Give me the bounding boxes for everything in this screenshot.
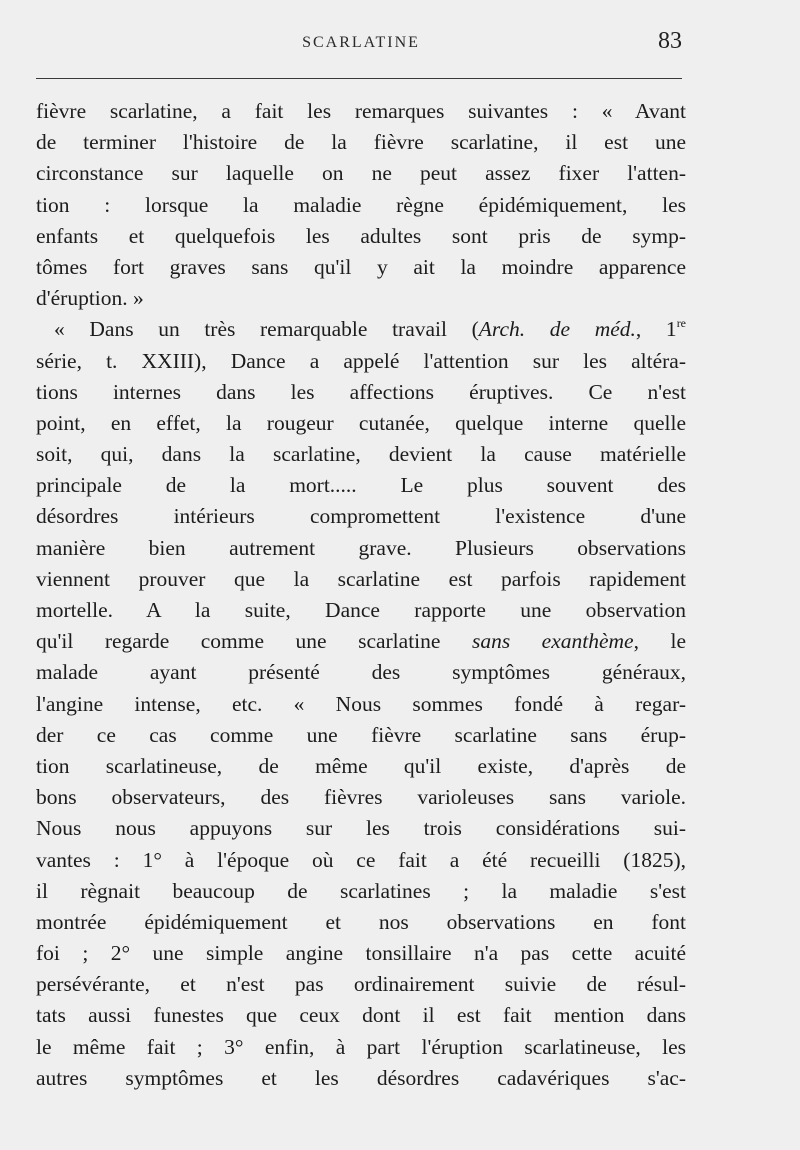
text-segment: il règnait beaucoup de scarlatines ; la maladie s'est <box>36 878 686 903</box>
text-segment: manière bien autrement grave. Plusieurs observations <box>36 535 686 560</box>
text-line <box>36 314 686 345</box>
text-segment: montrée épidémiquement et nos observations en font <box>36 909 686 934</box>
text-line <box>36 439 686 470</box>
superscript: re <box>676 316 686 331</box>
text-line-content <box>36 1000 686 1031</box>
text-line-content <box>36 595 686 626</box>
text-line <box>36 252 686 283</box>
text-line <box>36 907 686 938</box>
text-segment: principale de la mort..... Le plus souvent des <box>36 473 686 498</box>
text-segment: d'éruption. » <box>36 286 144 311</box>
text-line-content <box>36 439 686 470</box>
text-segment: viennent prouver que la scarlatine est parfois rapidement <box>36 566 686 591</box>
text-line-content <box>36 408 686 439</box>
text-line <box>36 626 686 657</box>
header-rule <box>36 78 682 79</box>
text-segment: circonstance sur laquelle on ne peut assez fixer l'atten- <box>36 161 686 186</box>
text-line-content <box>36 1032 686 1063</box>
text-segment: tion scarlatineuse, de même qu'il existe, d'après de <box>36 753 686 778</box>
text-segment: , 1 <box>635 317 677 342</box>
text-segment: bons observateurs, des fièvres varioleuses sans variole. <box>36 785 686 810</box>
text-line <box>36 938 686 969</box>
text-line <box>36 377 686 408</box>
text-line <box>36 190 686 221</box>
text-line-content <box>36 845 686 876</box>
text-segment: l'angine intense, etc. « Nous sommes fondé à regar- <box>36 691 686 716</box>
text-line <box>36 969 686 1000</box>
text-segment: foi ; 2° une simple angine tonsillaire n'a pas cette acuité <box>36 941 686 966</box>
text-line <box>36 1000 686 1031</box>
text-line-content <box>36 969 686 1000</box>
text-line-content <box>36 938 686 969</box>
text-line-content <box>36 720 686 751</box>
text-line-content <box>36 190 686 221</box>
text-segment: « Dans un très remarquable travail ( <box>54 317 479 342</box>
italic-text: Arch. de méd. <box>478 317 636 342</box>
text-segment: qu'il regarde comme une scarlatine <box>36 629 472 654</box>
text-line-content <box>36 907 686 938</box>
text-line <box>36 283 686 314</box>
text-line <box>36 346 686 377</box>
text-line-content <box>36 377 686 408</box>
page-header <box>36 28 686 62</box>
text-line-content <box>36 470 686 501</box>
text-line-content <box>36 252 686 283</box>
text-segment: de terminer l'histoire de la fièvre scarlatine, il est une <box>36 130 686 155</box>
text-line <box>36 720 686 751</box>
text-line <box>36 564 686 595</box>
text-line <box>36 876 686 907</box>
text-segment: , le <box>633 629 686 654</box>
text-line-content <box>36 533 686 564</box>
text-line <box>36 470 686 501</box>
text-segment: der ce cas comme une fièvre scarlatine sans érup- <box>36 722 686 747</box>
text-line-content <box>54 314 686 345</box>
text-line <box>36 127 686 158</box>
text-segment: fièvre scarlatine, a fait les remarques suivantes : « Avant <box>36 99 686 123</box>
text-segment: vantes : 1° à l'époque où ce fait a été recueilli (1825), <box>36 847 686 872</box>
text-line-content <box>36 782 686 813</box>
text-segment: tômes fort graves sans qu'il y ait la moindre apparence <box>36 254 686 279</box>
text-line <box>36 533 686 564</box>
text-segment: tions internes dans les affections éruptives. Ce n'est <box>36 379 686 404</box>
text-segment: Nous nous appuyons sur les trois considérations sui- <box>36 816 686 841</box>
text-line <box>36 845 686 876</box>
text-line-content <box>36 283 686 314</box>
text-line-content <box>36 689 686 720</box>
text-segment: le même fait ; 3° enfin, à part l'éruption scarlatineuse, les <box>36 1034 686 1059</box>
text-segment: désordres intérieurs compromettent l'existence d'une <box>36 504 686 529</box>
text-line-content <box>36 127 686 158</box>
text-line-content <box>36 96 686 127</box>
text-line <box>36 1063 686 1094</box>
text-line-content <box>36 657 686 688</box>
text-line <box>36 595 686 626</box>
italic-text: sans exanthème <box>471 629 634 654</box>
text-line <box>36 657 686 688</box>
text-line-content <box>36 221 686 252</box>
text-line-content <box>36 626 686 657</box>
text-line-content <box>36 158 686 189</box>
text-segment: persévérante, et n'est pas ordinairement suivie de résul- <box>36 972 686 997</box>
text-line <box>36 689 686 720</box>
text-segment: enfants et quelquefois les adultes sont pris de symp- <box>36 223 686 248</box>
body-text <box>36 96 686 1094</box>
text-line <box>36 501 686 532</box>
text-line <box>36 1032 686 1063</box>
text-segment: malade ayant présenté des symptômes généraux, <box>36 660 686 685</box>
text-segment: soit, qui, dans la scarlatine, devient la cause matérielle <box>36 442 686 467</box>
text-line-content <box>36 1063 686 1094</box>
text-segment: point, en effet, la rougeur cutanée, quelque interne quelle <box>36 410 686 435</box>
text-line-content <box>36 501 686 532</box>
text-line <box>36 158 686 189</box>
text-line <box>36 96 686 127</box>
text-line-content <box>36 564 686 595</box>
text-segment: tats aussi funestes que ceux dont il est fait mention dans <box>36 1003 686 1028</box>
text-line-content <box>36 813 686 844</box>
text-line <box>36 221 686 252</box>
text-segment: mortelle. A la suite, Dance rapporte une observation <box>36 598 686 622</box>
text-line-content <box>36 751 686 782</box>
text-line-content <box>36 346 686 377</box>
text-line <box>36 813 686 844</box>
running-title: SCARLATINE <box>302 34 420 51</box>
text-line <box>36 782 686 813</box>
text-line-content <box>36 876 686 907</box>
text-line <box>36 408 686 439</box>
text-segment: autres symptômes et les désordres cadavériques s'ac- <box>36 1065 686 1090</box>
text-segment: série, t. XXIII), Dance a appelé l'attention sur les altéra- <box>36 348 686 373</box>
text-segment: tion : lorsque la maladie règne épidémiquement, les <box>36 192 686 217</box>
page-number: 83 <box>658 28 682 54</box>
text-line <box>36 751 686 782</box>
